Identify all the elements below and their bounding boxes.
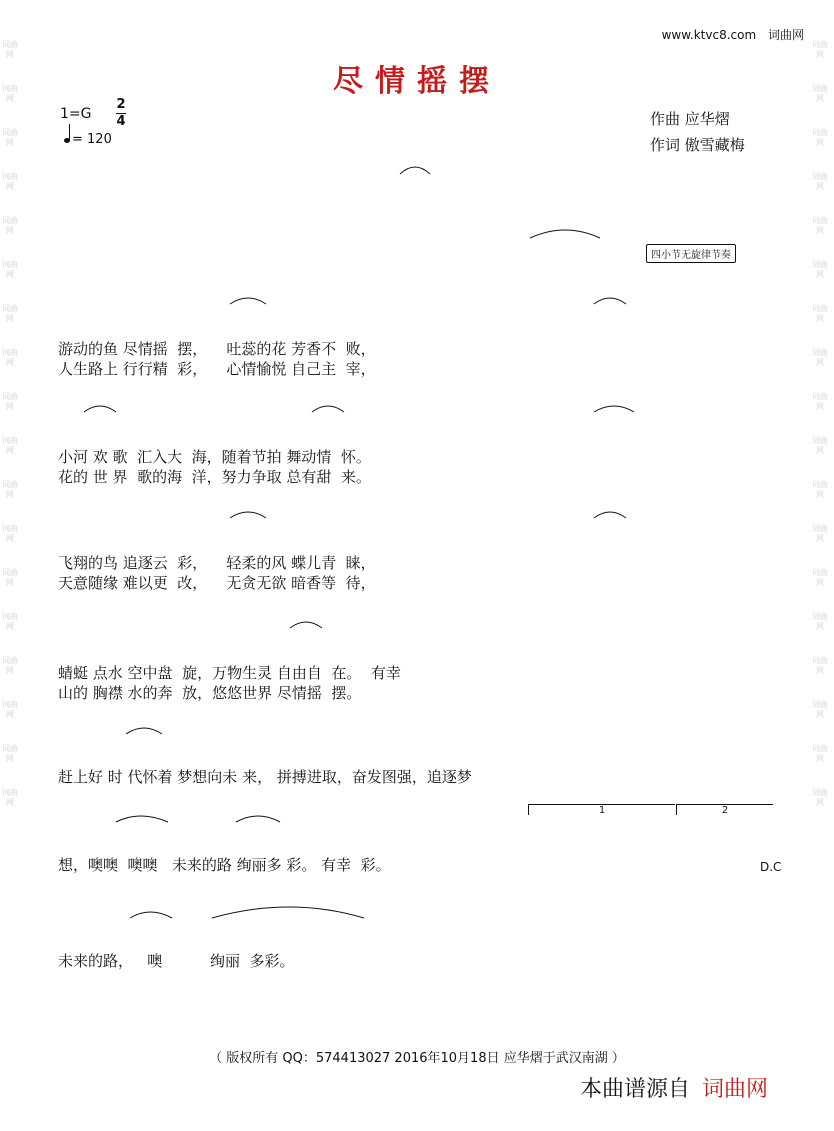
watermark-text: 词曲网: [812, 304, 828, 323]
site-name[interactable]: 词曲网: [767, 28, 804, 42]
slur: [312, 406, 344, 412]
slur: [594, 406, 634, 412]
score-row-3: [58, 308, 774, 334]
credits: [650, 106, 745, 158]
watermark-text: 词曲网: [812, 700, 828, 719]
slur: [230, 298, 266, 304]
lyricist: 作词 傲雪藏梅: [650, 136, 745, 154]
watermark-text: 词曲网: [812, 40, 828, 59]
watermark-text: 词曲网: [2, 656, 18, 675]
watermark-text: 词曲网: [2, 788, 18, 807]
lyric-verse-2: 人生路上 行行精 彩， 心情愉悦 自己主 宰，: [58, 360, 376, 378]
watermark-text: 词曲网: [812, 84, 828, 103]
watermark-text: 词曲网: [812, 524, 828, 543]
slur: [84, 406, 116, 412]
score-row-4: [58, 416, 774, 442]
site-url[interactable]: www.ktvc8.com: [661, 28, 757, 42]
watermark-text: 词曲网: [2, 128, 18, 147]
watermark-text: 词曲网: [812, 260, 828, 279]
song-title: 尽情摇摆: [333, 64, 501, 99]
watermark-text: 词曲网: [2, 40, 18, 59]
footer-brand-link[interactable]: 词曲网: [702, 1077, 769, 1102]
watermark-text: 词曲网: [2, 744, 18, 763]
lyric-verse-2: 山的 胸襟 水的奔 放，悠悠世界 尽情摇 摆。: [58, 684, 362, 702]
score-row-6: [58, 632, 774, 658]
watermark-text: 词曲网: [812, 392, 828, 411]
watermark-text: 词曲网: [812, 348, 828, 367]
watermark-text: 词曲网: [2, 568, 18, 587]
tempo-value: = 120: [72, 132, 112, 147]
watermark-text: 词曲网: [812, 612, 828, 631]
watermark-text: 词曲网: [2, 304, 18, 323]
copyright-note: （ 版权所有 QQ：574413027 2016年10月18日 应华熠于武汉南湖 ）: [209, 1051, 625, 1066]
watermark-text: 词曲网: [2, 260, 18, 279]
volta-2-number: 2: [721, 805, 729, 816]
lyric-chorus: 赶上好 时 代怀着 梦想向未 来， 拼搏进取，奋发图强，追逐梦: [58, 768, 472, 786]
slur: [400, 167, 430, 174]
time-signature: [116, 98, 126, 129]
slur: [212, 907, 364, 918]
watermark-text: 词曲网: [2, 436, 18, 455]
score-row-8: [58, 826, 774, 852]
watermark-text: 词曲网: [812, 744, 828, 763]
score-row-9: [58, 922, 782, 948]
volta-2: [676, 804, 773, 815]
lyric-verse-1: 飞翔的鸟 追逐云 彩， 轻柔的风 蝶儿青 睐，: [58, 554, 376, 572]
footer-source: [580, 1072, 768, 1103]
volta-1: [528, 804, 675, 815]
watermark-text: 词曲网: [2, 524, 18, 543]
lyric-verse-1: 小河 欢 歌 汇入大 海，随着节拍 舞动情 怀。: [58, 448, 371, 466]
lyric-coda: 未来的路， 噢 绚丽 多彩。: [58, 952, 295, 970]
tempo-marking: [64, 132, 112, 147]
slur: [126, 728, 162, 734]
lyric-chorus: 想，噢噢 噢噢 未来的路 绚丽多 彩。 有幸 彩。: [58, 856, 391, 874]
watermark-text: 词曲网: [812, 128, 828, 147]
watermark-text: 词曲网: [2, 216, 18, 235]
watermark-text: 词曲网: [2, 84, 18, 103]
score-row-7: [58, 738, 774, 764]
lyric-verse-2: 花的 世 界 歌的海 洋，努力争取 总有甜 来。: [58, 468, 371, 486]
footer-source-text: 本曲谱源自: [580, 1077, 691, 1102]
score-row-2: [58, 242, 638, 268]
watermark-left: [2, 40, 18, 832]
instrumental-note: 四小节无旋律节奏: [646, 244, 736, 263]
volta-1-number: 1: [598, 805, 606, 816]
slur: [236, 816, 280, 822]
lyric-verse-2: 天意随缘 难以更 改， 无贪无欲 暗香等 待，: [58, 574, 376, 592]
score-row-1: [58, 178, 774, 204]
watermark-text: 词曲网: [2, 612, 18, 631]
slur: [290, 622, 322, 628]
slur: [530, 230, 600, 238]
watermark-text: 词曲网: [812, 568, 828, 587]
score-row-5: [58, 522, 774, 548]
key-signature: 1=G: [60, 106, 92, 122]
slur: [594, 512, 626, 518]
site-header: [662, 26, 804, 43]
watermark-text: 词曲网: [812, 480, 828, 499]
watermark-text: 词曲网: [812, 436, 828, 455]
watermark-right: [812, 40, 828, 832]
watermark-text: 词曲网: [812, 216, 828, 235]
watermark-text: 词曲网: [2, 348, 18, 367]
slur: [116, 816, 168, 822]
composer: 作曲 应华熠: [650, 110, 730, 128]
lyric-verse-1: 游动的鱼 尽情摇 摆， 吐蕊的花 芳香不 败，: [58, 340, 376, 358]
quarter-note-icon: [64, 138, 70, 143]
watermark-text: 词曲网: [812, 172, 828, 191]
lyric-verse-1: 蜻蜓 点水 空中盘 旋，万物生灵 自由自 在。 有幸: [58, 664, 401, 682]
da-capo-marking: D.C: [760, 860, 782, 874]
time-signature-bottom: 4: [116, 114, 126, 129]
slur: [594, 298, 626, 304]
watermark-text: 词曲网: [2, 700, 18, 719]
slur: [230, 512, 266, 518]
watermark-text: 词曲网: [812, 788, 828, 807]
watermark-text: 词曲网: [812, 656, 828, 675]
slur: [130, 912, 172, 918]
watermark-text: 词曲网: [2, 172, 18, 191]
watermark-text: 词曲网: [2, 392, 18, 411]
time-signature-top: 2: [116, 97, 126, 112]
watermark-text: 词曲网: [2, 480, 18, 499]
